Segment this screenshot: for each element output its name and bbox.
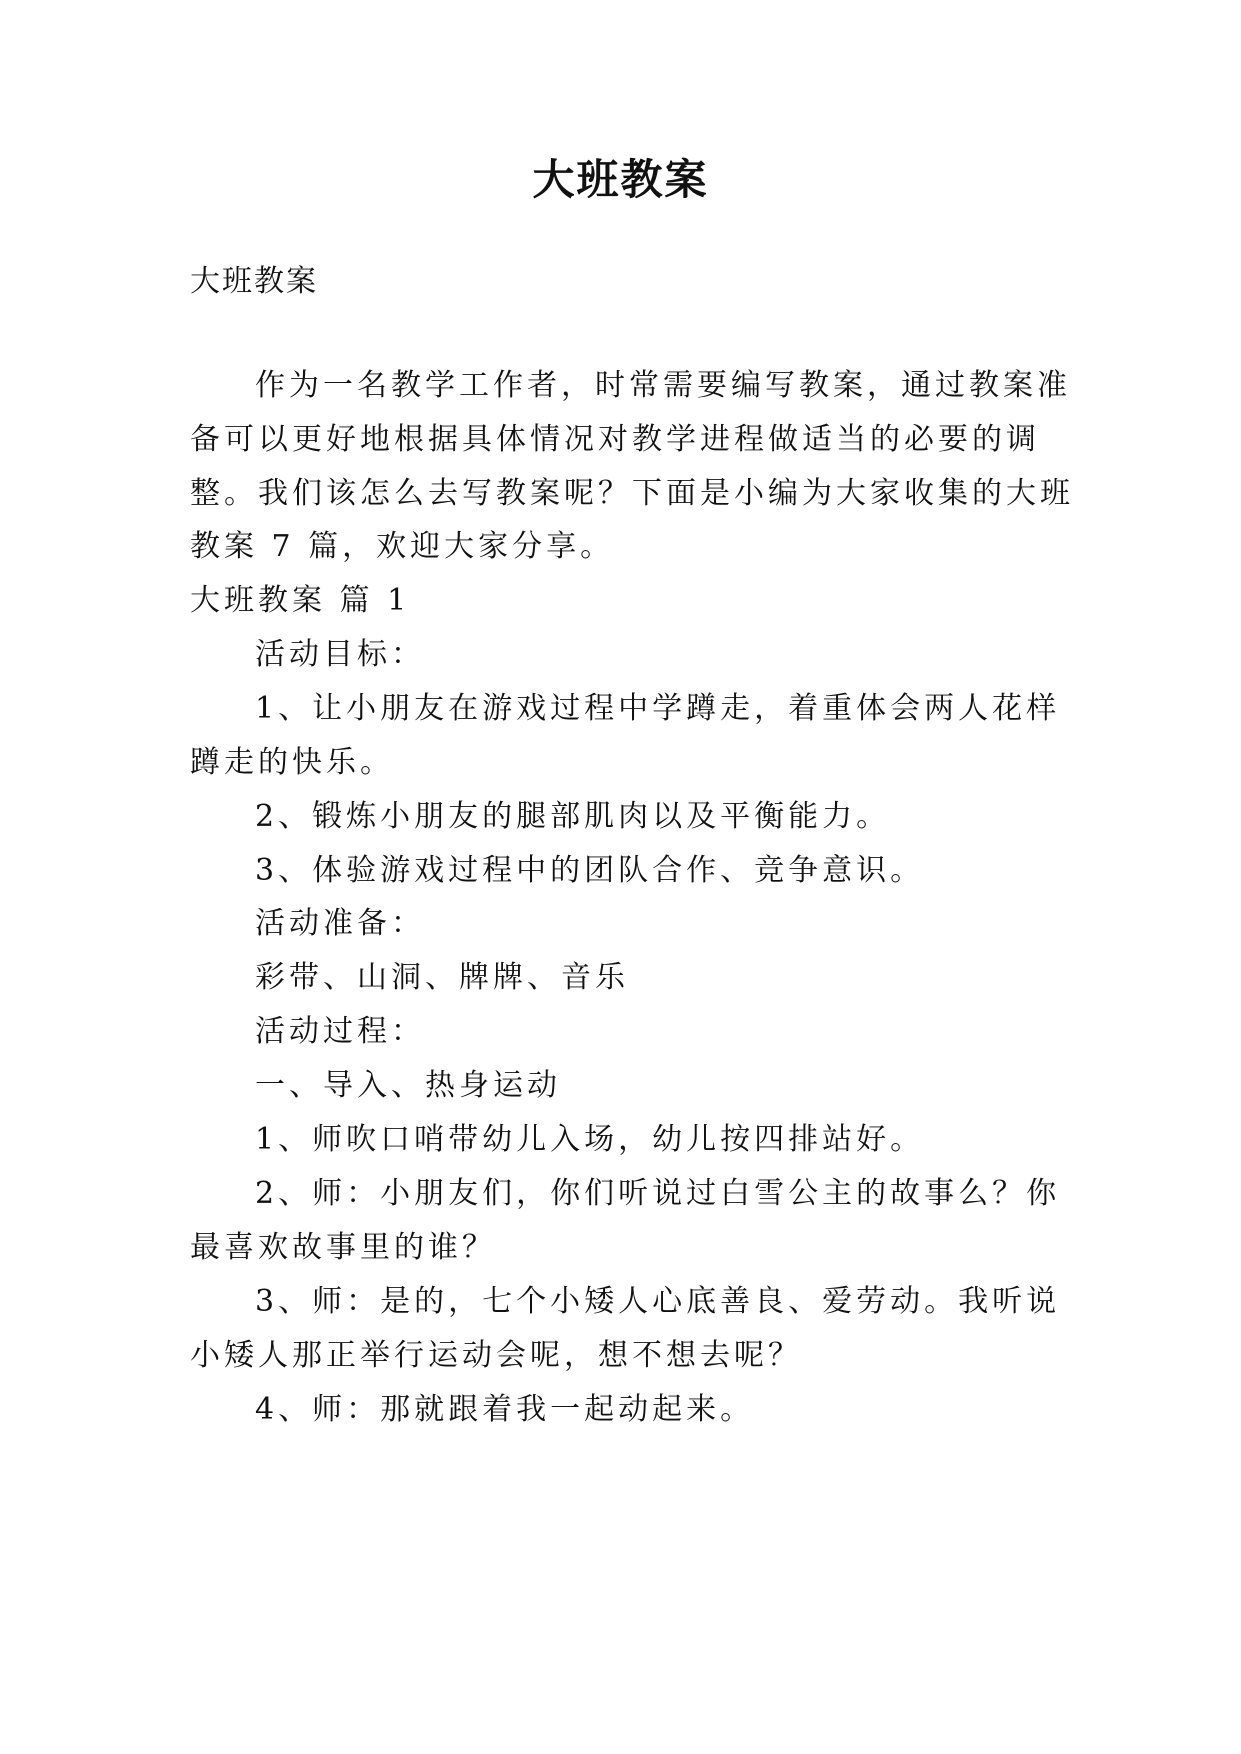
paragraph-line: 活动目标：	[255, 637, 425, 672]
paragraph-line: 小矮人那正举行运动会呢，想不想去呢？	[190, 1338, 802, 1373]
document-subtitle: 大班教案	[190, 264, 318, 299]
paragraph-line: 活动过程：	[255, 1014, 425, 1049]
paragraph-line: 2、锻炼小朋友的腿部肌肉以及平衡能力。	[255, 799, 891, 834]
paragraph-line: 活动准备：	[255, 906, 425, 941]
paragraph-line: 3、师：是的，七个小矮人心底善良、爱劳动。我听说	[255, 1284, 1061, 1319]
paragraph-line: 教案 7 篇，欢迎大家分享。	[190, 529, 615, 564]
document-title: 大班教案	[532, 155, 709, 204]
paragraph-line: 备可以更好地根据具体情况对教学进程做适当的必要的调	[190, 422, 1040, 457]
paragraph-line: 4、师：那就跟着我一起动起来。	[255, 1392, 755, 1427]
paragraph-line: 彩带、山洞、牌牌、音乐	[255, 960, 629, 995]
paragraph-line: 3、体验游戏过程中的团队合作、竞争意识。	[255, 853, 925, 888]
section-heading: 大班教案 篇 1	[190, 583, 411, 618]
paragraph-line: 作为一名教学工作者，时常需要编写教案，通过教案准	[255, 368, 1071, 403]
paragraph-line: 2、师：小朋友们，你们听说过白雪公主的故事么？你	[255, 1176, 1061, 1211]
paragraph-line: 蹲走的快乐。	[190, 745, 394, 780]
paragraph-line: 1、师吹口哨带幼儿入场，幼儿按四排站好。	[255, 1122, 925, 1157]
paragraph-line: 整。我们该怎么去写教案呢？下面是小编为大家收集的大班	[190, 476, 1074, 511]
paragraph-line: 最喜欢故事里的谁？	[190, 1230, 496, 1265]
paragraph-line: 1、让小朋友在游戏过程中学蹲走，着重体会两人花样	[255, 691, 1061, 726]
paragraph-line: 一、导入、热身运动	[255, 1068, 561, 1103]
